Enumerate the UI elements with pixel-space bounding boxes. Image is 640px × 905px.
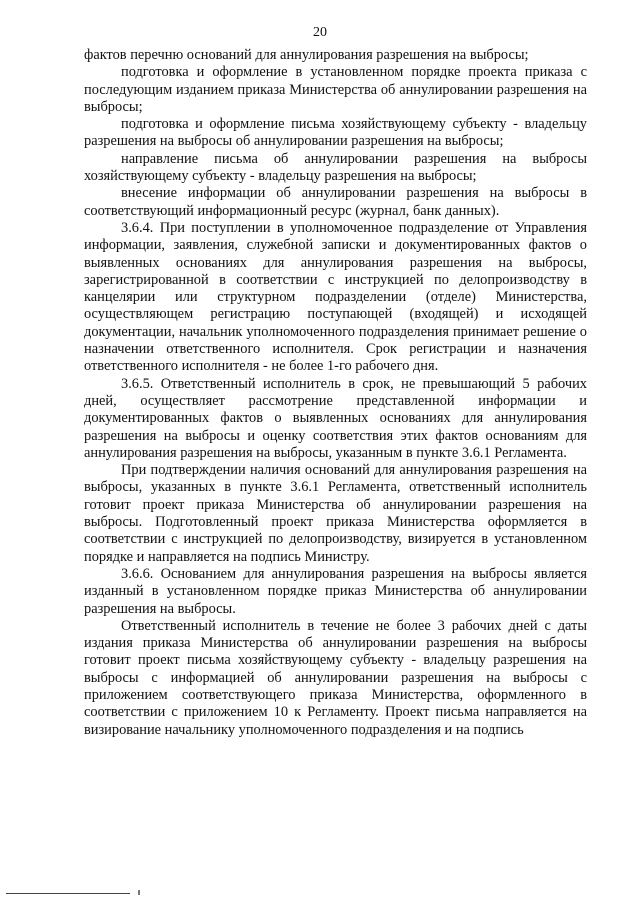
paragraph-continuation: фактов перечню оснований для аннулирования разрешения на выбросы;	[84, 47, 529, 63]
paragraph-list-item-info-entry: внесение информации об аннулировании разрешения на выбросы в соответствующий информационный ресурс (журнал, банк данных).	[84, 185, 587, 219]
document-body	[84, 47, 587, 739]
paragraph-list-item-letter-sending: направление письма об аннулировании разрешения на выбросы хозяйствующему субъекту - владельцу разрешения на выбросы;	[84, 150, 587, 185]
paragraph-confirmation: При подтверждении наличия оснований для аннулирования разрешения на выбросы, указанных в пункте 3.6.1 Регламента, ответственный исполнитель готовит проект приказа Министерства об аннулировании разрешения на выбросы. Подготовленный проект приказа Министерства оформляется в соответствии с инструкцией по делопроизводству, визируется в установленном порядке и направляется на подпись Министру.	[84, 462, 587, 565]
paragraph-3-6-5: 3.6.5. Ответственный исполнитель в срок, не превышающий 5 рабочих дней, осуществляет рассмотрение представленной информации и документированных фактов о выявленных основаниях для аннулирования разрешения на выбросы и оценку соответствия этих фактов основаниям для аннулирования разрешения на выбросы, указанным в пункте 3.6.1 Регламента.	[84, 375, 587, 461]
paragraph-3-6-6: 3.6.6. Основанием для аннулирования разрешения на выбросы является изданный в установленном порядке приказ Министерства об аннулировании разрешения на выбросы.	[84, 565, 587, 617]
footer-mark	[138, 890, 140, 895]
paragraph-3-6-4: 3.6.4. При поступлении в уполномоченное подразделение от Управления информации, заявления, служебной записки и документированных фактов о выявленных основаниях для аннулирования разрешения на выбросы, зарегистрированной в соответствии с инструкцией по делопроизводству в канцелярии или структурном подразделении (отделе) Министерства, осуществляющем регистрацию поступающей (входящей) и исходящей документации, начальник уполномоченного подразделения принимает решение о назначении ответственного исполнителя. Срок регистрации и назначения ответственного исполнителя - не более 1-го рабочего дня.	[84, 219, 587, 375]
paragraph-executor-letter: Ответственный исполнитель в течение не более 3 рабочих дней с даты издания приказа Министерства об аннулировании разрешения на выбросы готовит проект письма хозяйствующему субъекту - владельцу разрешения на выбросы с информацией об аннулировании разрешения на выбросы с приложением соответствующего приказа Министерства, оформленного в соответствии с приложением 10 к Регламенту. Проект письма направляется на визирование начальнику уполномоченного подразделения и на подпись	[84, 617, 587, 738]
paragraph-list-item-order-draft: подготовка и оформление в установленном порядке проекта приказа с последующим изданием приказа Министерства об аннулировании разрешения на выбросы;	[84, 64, 587, 115]
footer-divider	[6, 893, 130, 894]
page-number: 20	[313, 25, 327, 40]
paragraph-list-item-letter-draft: подготовка и оформление письма хозяйствующему субъекту - владельцу разрешения на выбросы об аннулировании разрешения на выбросы;	[84, 116, 587, 150]
